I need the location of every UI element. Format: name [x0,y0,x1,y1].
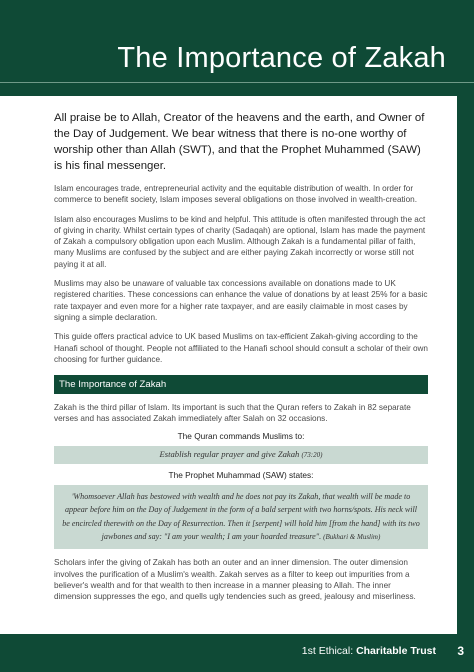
quran-quote: Establish regular prayer and give Zakah [159,448,300,459]
quran-label: The Quran commands Muslims to: [177,430,305,441]
hadith-quote-box [54,485,428,550]
hadith-reference: (Bukhari & Muslim) [323,532,381,541]
header-divider [0,82,474,83]
page-number: 3 [457,644,464,658]
intro-paragraph: Islam encourages trade, entrepreneurial activity and the equitable distribution of wealth. In order for commerce to benefit society, Islam imposes several obligations on those involved in wealth-creation. [54,184,418,205]
main-content [54,110,428,603]
intro-paragraph: Islam also encourages Muslims to be kind and helpful. This attitude is often manifested through the act of giving in charity. Whilst certain types of charity (Sadaqah) are optional, Islam has made the payment of Zakah a compulsory obligation upon each Muslim. Although Zakah is a fundamental pillar of faith, many Muslims are confused by the subject and are either paying Zakah incorrectly or worse still not paying it at all. [54,214,426,269]
footer-brand: Charitable Trust [356,645,436,657]
footer-prefix: 1st Ethical: [301,645,357,657]
intro-paragraph: Muslims may also be unaware of valuable tax concessions available on donations made to UK registered charities. These concessions can enhance the value of donations by at least 25% for a basic rate taxpayer and even more for a higher rate taxpayer, and are easily claimable in most cases by signing a simple declaration. [54,279,428,322]
intro-lead: All praise be to Allah, Creator of the heavens and the earth, and Owner of the Day of Judgement. We bear witness that there is no-one worthy of worship other than Allah (SWT), and that the Prophet Muhammed (SAW) is his final messenger. [54,112,425,172]
section-heading: The Importance of Zakah [54,375,428,394]
footer-band [0,634,474,672]
prophet-label: The Prophet Muhammad (SAW) states: [168,469,314,480]
page-title: The Importance of Zakah [117,42,446,74]
closing-paragraph: Scholars infer the giving of Zakah has both an outer and an inner dimension. The outer dimension involves the purification of a Muslim's wealth. Zakah serves as a filter to keep out impurities from a believer's wealth and for that wealth to then increase in a manner pleasing to Allah. The inner dimension suppresses the ego, and quells ugly tendencies such as greed, jealousy and miserliness. [54,558,416,602]
intro-paragraph: This guide offers practical advice to UK based Muslims on tax-efficient Zakah-giving according to the Hanafi school of thought. People not affiliated to the Hanafi school should consult a scholar of their own choosing for further guidance. [54,332,428,364]
hadith-quote: 'Whomsoever Allah has bestowed with wealth and he does not pay its Zakah, that wealth will be made to appear before him on the Day of Judgement in the form of a bald serpent with two horns/spots. His neck will be encircled therewith on the Day of Resurrection. Then it [serpent] will hold him [from the hand] with its two jawbones and say: "I am your wealth; I am your hoarded treasure". [62,491,420,541]
quran-quote-box [54,446,428,464]
quran-reference: (73:20) [301,450,323,459]
footer-publisher [302,645,436,657]
side-accent-bar [457,96,474,634]
header-band [0,0,474,96]
section-paragraph: Zakah is the third pillar of Islam. Its important is such that the Quran refers to Zakah in 82 separate verses and has associated Zakah immediately after Salah on 32 occasions. [54,403,411,424]
